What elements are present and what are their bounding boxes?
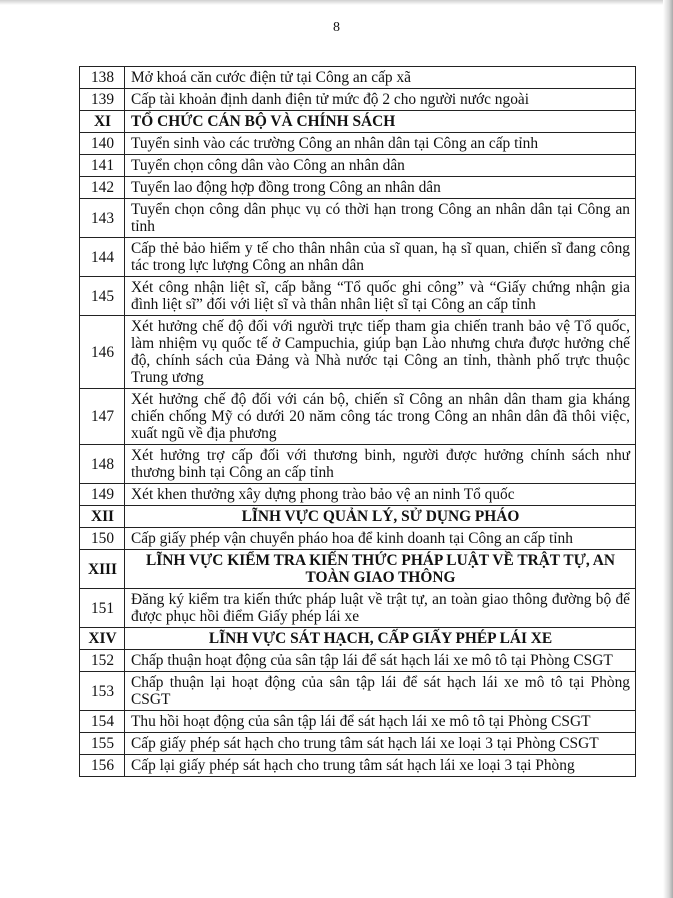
- row-number: 141: [80, 155, 125, 177]
- section-number: XI: [80, 111, 125, 133]
- procedure-name: Chấp thuận hoạt động của sân tập lái để sát hạch lái xe mô tô tại Phòng CSGT: [125, 650, 636, 672]
- procedure-table-body: [80, 67, 636, 777]
- procedure-name: Cấp giấy phép vận chuyển pháo hoa để kinh doanh tại Công an cấp tỉnh: [125, 528, 636, 550]
- row-number: 149: [80, 484, 125, 506]
- table-row: [80, 316, 636, 389]
- procedure-name: Thu hồi hoạt động của sân tập lái để sát hạch lái xe mô tô tại Phòng CSGT: [125, 711, 636, 733]
- section-header-row: [80, 111, 636, 133]
- row-number: 146: [80, 316, 125, 389]
- row-number: 150: [80, 528, 125, 550]
- procedure-name: Cấp giấy phép sát hạch cho trung tâm sát hạch lái xe loại 3 tại Phòng CSGT: [125, 733, 636, 755]
- procedure-name: Xét khen thưởng xây dựng phong trào bảo vệ an ninh Tổ quốc: [125, 484, 636, 506]
- section-title: LĨNH VỰC SÁT HẠCH, CẤP GIẤY PHÉP LÁI XE: [125, 628, 636, 650]
- page-top-shadow: [0, 0, 673, 5]
- row-number: 138: [80, 67, 125, 89]
- procedure-name: Tuyển lao động hợp đồng trong Công an nhân dân: [125, 177, 636, 199]
- section-title: TỔ CHỨC CÁN BỘ VÀ CHÍNH SÁCH: [125, 111, 636, 133]
- page-edge-shadow: [663, 0, 673, 898]
- table-row: [80, 755, 636, 777]
- table-row: [80, 528, 636, 550]
- row-number: 145: [80, 277, 125, 316]
- section-header-row: [80, 628, 636, 650]
- section-header-row: [80, 506, 636, 528]
- procedure-name: Đăng ký kiểm tra kiến thức pháp luật về trật tự, an toàn giao thông đường bộ để được phục hồi điểm Giấy phép lái xe: [125, 589, 636, 628]
- procedure-name: Cấp thẻ bảo hiểm y tế cho thân nhân của sĩ quan, hạ sĩ quan, chiến sĩ đang công tác trong lực lượng Công an nhân dân: [125, 238, 636, 277]
- row-number: 147: [80, 389, 125, 445]
- section-title: LĨNH VỰC QUẢN LÝ, SỬ DỤNG PHÁO: [125, 506, 636, 528]
- row-number: 142: [80, 177, 125, 199]
- page-number: 8: [333, 20, 340, 35]
- row-number: 148: [80, 445, 125, 484]
- procedure-name: Chấp thuận lại hoạt động của sân tập lái để sát hạch lái xe mô tô tại Phòng CSGT: [125, 672, 636, 711]
- row-number: 156: [80, 755, 125, 777]
- procedure-name: Cấp tài khoản định danh điện tử mức độ 2 cho người nước ngoài: [125, 89, 636, 111]
- section-number: XIV: [80, 628, 125, 650]
- section-title: LĨNH VỰC KIỂM TRA KIẾN THỨC PHÁP LUẬT VỀ TRẬT TỰ, AN TOÀN GIAO THÔNG: [125, 550, 636, 589]
- table-row: [80, 389, 636, 445]
- table-row: [80, 155, 636, 177]
- table-row: [80, 133, 636, 155]
- procedure-name: Xét hưởng chế độ đối với người trực tiếp tham gia chiến tranh bảo vệ Tổ quốc, làm nhiệm vụ quốc tế ở Campuchia, giúp bạn Lào nhưng chưa được hưởng chế độ, chính sách của Đảng và Nhà nước tại Công an tỉnh, thành phố trực thuộc Trung ương: [125, 316, 636, 389]
- row-number: 144: [80, 238, 125, 277]
- table-row: [80, 445, 636, 484]
- procedure-name: Cấp lại giấy phép sát hạch cho trung tâm sát hạch lái xe loại 3 tại Phòng: [125, 755, 636, 777]
- table-row: [80, 711, 636, 733]
- row-number: 152: [80, 650, 125, 672]
- row-number: 143: [80, 199, 125, 238]
- table-row: [80, 277, 636, 316]
- table-row: [80, 672, 636, 711]
- section-number: XII: [80, 506, 125, 528]
- table-row: [80, 199, 636, 238]
- procedure-name: Tuyển sinh vào các trường Công an nhân dân tại Công an cấp tỉnh: [125, 133, 636, 155]
- procedure-table: [79, 66, 636, 777]
- table-row: [80, 238, 636, 277]
- table-row: [80, 589, 636, 628]
- row-number: 139: [80, 89, 125, 111]
- procedure-name: Xét hưởng chế độ đối với cán bộ, chiến sĩ Công an nhân dân tham gia kháng chiến chống Mỹ có dưới 20 năm công tác trong Công an nhân dân đã thôi việc, xuất ngũ về địa phương: [125, 389, 636, 445]
- table-row: [80, 89, 636, 111]
- section-header-row: [80, 550, 636, 589]
- procedure-name: Tuyển chọn công dân vào Công an nhân dân: [125, 155, 636, 177]
- table-row: [80, 177, 636, 199]
- row-number: 155: [80, 733, 125, 755]
- table-row: [80, 484, 636, 506]
- table-row: [80, 733, 636, 755]
- procedure-name: Xét công nhận liệt sĩ, cấp bằng “Tổ quốc ghi công” và “Giấy chứng nhận gia đình liệt sĩ” đối với liệt sĩ và thân nhân liệt sĩ tại Công an cấp tỉnh: [125, 277, 636, 316]
- table-row: [80, 67, 636, 89]
- procedure-name: Xét hưởng trợ cấp đối với thương binh, người được hưởng chính sách như thương binh tại Công an cấp tỉnh: [125, 445, 636, 484]
- row-number: 140: [80, 133, 125, 155]
- procedure-name: Mở khoá căn cước điện tử tại Công an cấp xã: [125, 67, 636, 89]
- table-row: [80, 650, 636, 672]
- row-number: 154: [80, 711, 125, 733]
- procedure-name: Tuyển chọn công dân phục vụ có thời hạn trong Công an nhân dân tại Công an tỉnh: [125, 199, 636, 238]
- row-number: 151: [80, 589, 125, 628]
- section-number: XIII: [80, 550, 125, 589]
- row-number: 153: [80, 672, 125, 711]
